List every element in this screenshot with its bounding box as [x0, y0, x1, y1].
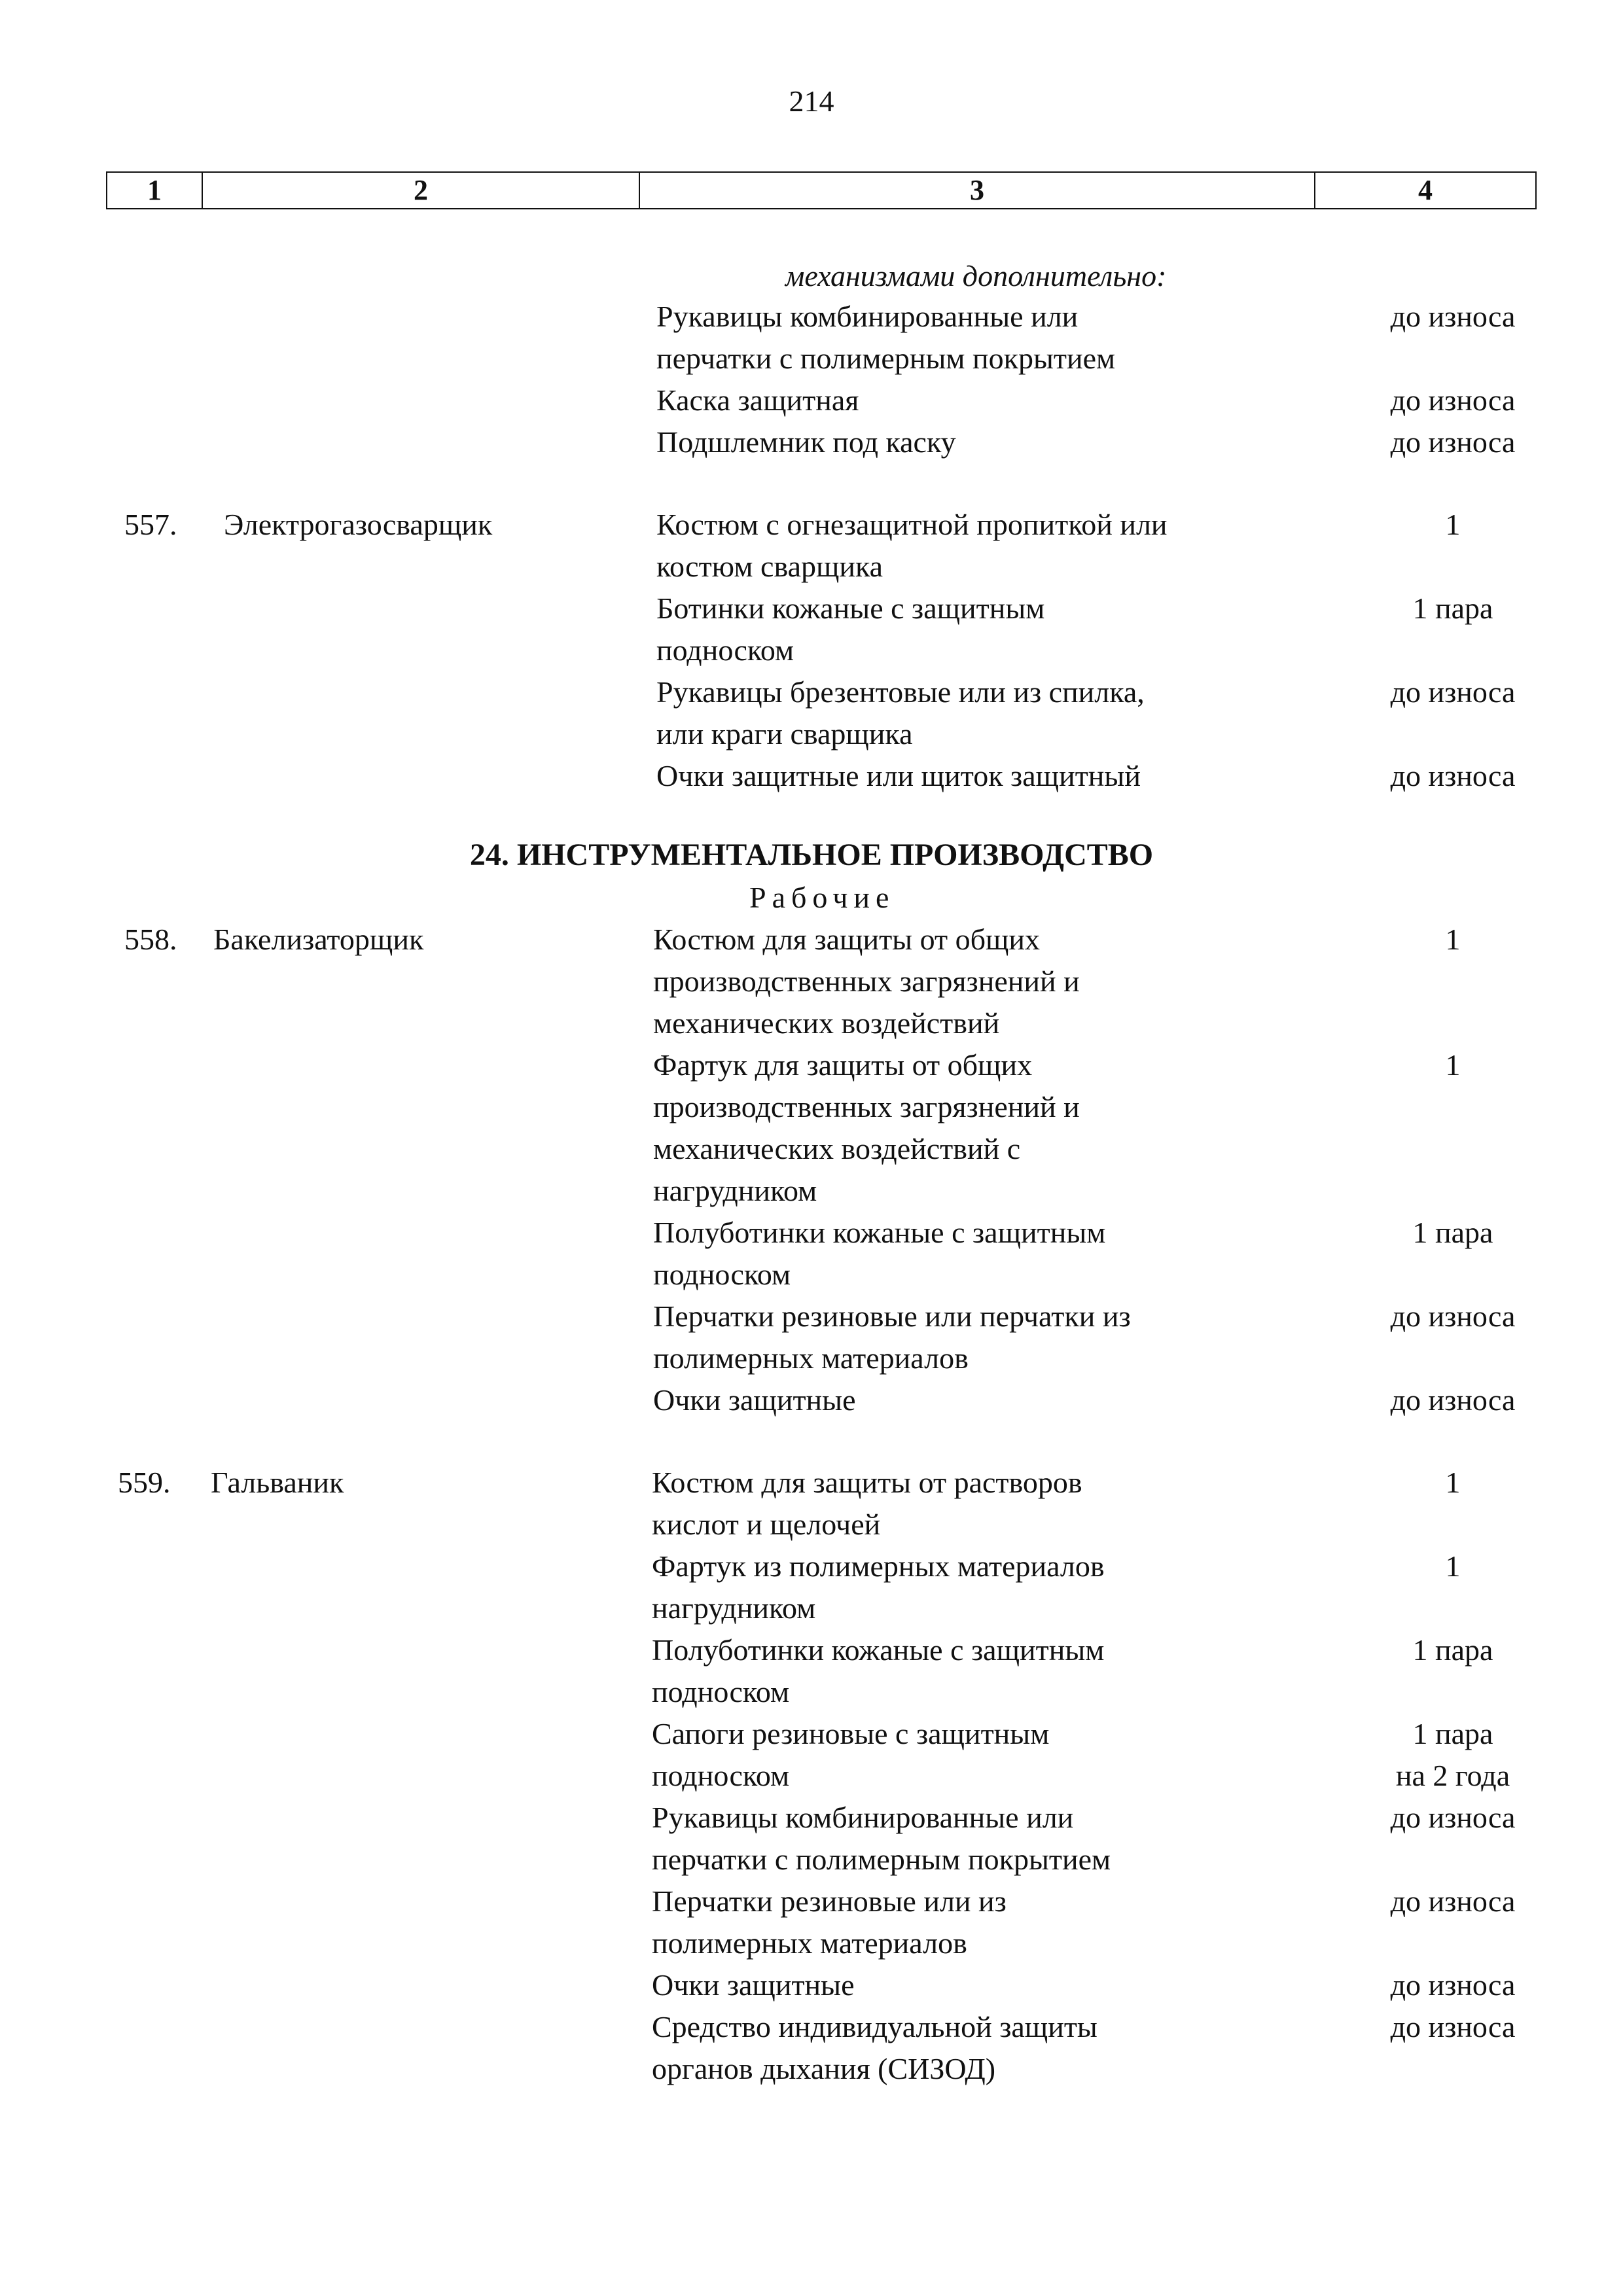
item-name: Рукавицы комбинированные или: [656, 300, 1079, 333]
item-name: подноском: [652, 1759, 790, 1792]
item-name: производственных загрязнений и: [653, 964, 1080, 998]
item-qty: до износа: [1390, 1884, 1516, 1918]
entry-number: 557.: [124, 508, 177, 541]
item-name: полимерных материалов: [652, 1926, 967, 1960]
item-qty: 1: [1445, 508, 1461, 541]
item-name: перчатки с полимерным покрытием: [656, 342, 1116, 375]
item-qty: до износа: [1390, 1801, 1516, 1834]
page-number: 214: [789, 84, 834, 118]
table-header: [106, 171, 1537, 209]
item-name: нагрудником: [652, 1591, 816, 1625]
item-name: Каска защитная: [656, 383, 859, 417]
item-qty: до износа: [1390, 675, 1516, 709]
item-name: Сапоги резиновые с защитным: [652, 1717, 1050, 1750]
item-qty: до износа: [1390, 425, 1516, 459]
item-qty: на 2 года: [1395, 1759, 1510, 1792]
item-name: костюм сварщика: [656, 550, 883, 583]
entry-profession: Гальваник: [211, 1466, 344, 1499]
item-name: Фартук для защиты от общих: [653, 1048, 1033, 1082]
item-name: перчатки с полимерным покрытием: [652, 1843, 1111, 1876]
item-name: Рукавицы комбинированные или: [652, 1801, 1074, 1834]
item-name: Подшлемник под каску: [656, 425, 956, 459]
item-name: производственных загрязнений и: [653, 1090, 1080, 1123]
item-name: полимерных материалов: [653, 1341, 969, 1375]
item-name: Средство индивидуальной защиты: [652, 2010, 1097, 2043]
section-title: 24. ИНСТРУМЕНТАЛЬНОЕ ПРОИЗВОДСТВО: [469, 838, 1154, 872]
item-name: Очки защитные: [652, 1968, 855, 2002]
item-name: Перчатки резиновые или перчатки из: [653, 1299, 1131, 1333]
item-name: Ботинки кожаные с защитным: [656, 592, 1045, 625]
item-name: механических воздействий с: [653, 1132, 1021, 1165]
item-qty: 1 пара: [1412, 1216, 1493, 1249]
item-name: органов дыхания (СИЗОД): [652, 2052, 996, 2085]
item-name: Костюм для защиты от общих: [653, 923, 1041, 956]
item-name: нагрудником: [653, 1174, 817, 1207]
item-qty: до износа: [1390, 1299, 1516, 1333]
entry-profession: Бакелизаторщик: [213, 923, 424, 956]
item-qty: 1 пара: [1412, 592, 1493, 625]
item-name: кислот и щелочей: [652, 1508, 881, 1541]
item-name: Фартук из полимерных материалов: [652, 1549, 1105, 1583]
item-qty: до износа: [1390, 1968, 1516, 2002]
item-name: подноском: [653, 1258, 791, 1291]
header-col-3: 3: [640, 173, 1315, 208]
item-name: или краги сварщика: [656, 717, 913, 751]
item-qty: до износа: [1390, 2010, 1516, 2043]
item-name: подноском: [656, 633, 794, 667]
item-name: Костюм с огнезащитной пропиткой или: [656, 508, 1168, 541]
item-name: Полуботинки кожаные с защитным: [653, 1216, 1106, 1249]
header-col-1: 1: [107, 173, 203, 208]
item-name: Перчатки резиновые или из: [652, 1884, 1007, 1918]
item-name: Костюм для защиты от растворов: [652, 1466, 1082, 1499]
item-qty: до износа: [1390, 383, 1516, 417]
item-qty: до износа: [1390, 1383, 1516, 1417]
item-qty: 1: [1445, 1549, 1461, 1583]
item-name: механических воздействий: [653, 1006, 1000, 1040]
item-name: Рукавицы брезентовые или из спилка,: [656, 675, 1145, 709]
item-qty: до износа: [1390, 300, 1516, 333]
item-name: Очки защитные или щиток защитный: [656, 759, 1141, 792]
entry-number: 558.: [124, 923, 177, 956]
entry-profession: Электрогазосварщик: [224, 508, 493, 541]
item-qty: 1 пара: [1412, 1633, 1493, 1667]
item-name: Полуботинки кожаные с защитным: [652, 1633, 1105, 1667]
header-col-4: 4: [1418, 174, 1433, 206]
entry-number: 559.: [118, 1466, 171, 1499]
item-name: Очки защитные: [653, 1383, 856, 1417]
continuation-subtitle: механизмами дополнительно:: [785, 259, 1167, 292]
item-qty: 1 пара: [1412, 1717, 1493, 1750]
section-subtitle: Рабочие: [749, 881, 895, 914]
item-qty: до износа: [1390, 759, 1516, 792]
item-qty: 1: [1445, 923, 1461, 956]
header-col-2: 2: [203, 173, 640, 208]
item-qty: 1: [1445, 1048, 1461, 1082]
item-name: подноском: [652, 1675, 790, 1708]
item-qty: 1: [1445, 1466, 1461, 1499]
